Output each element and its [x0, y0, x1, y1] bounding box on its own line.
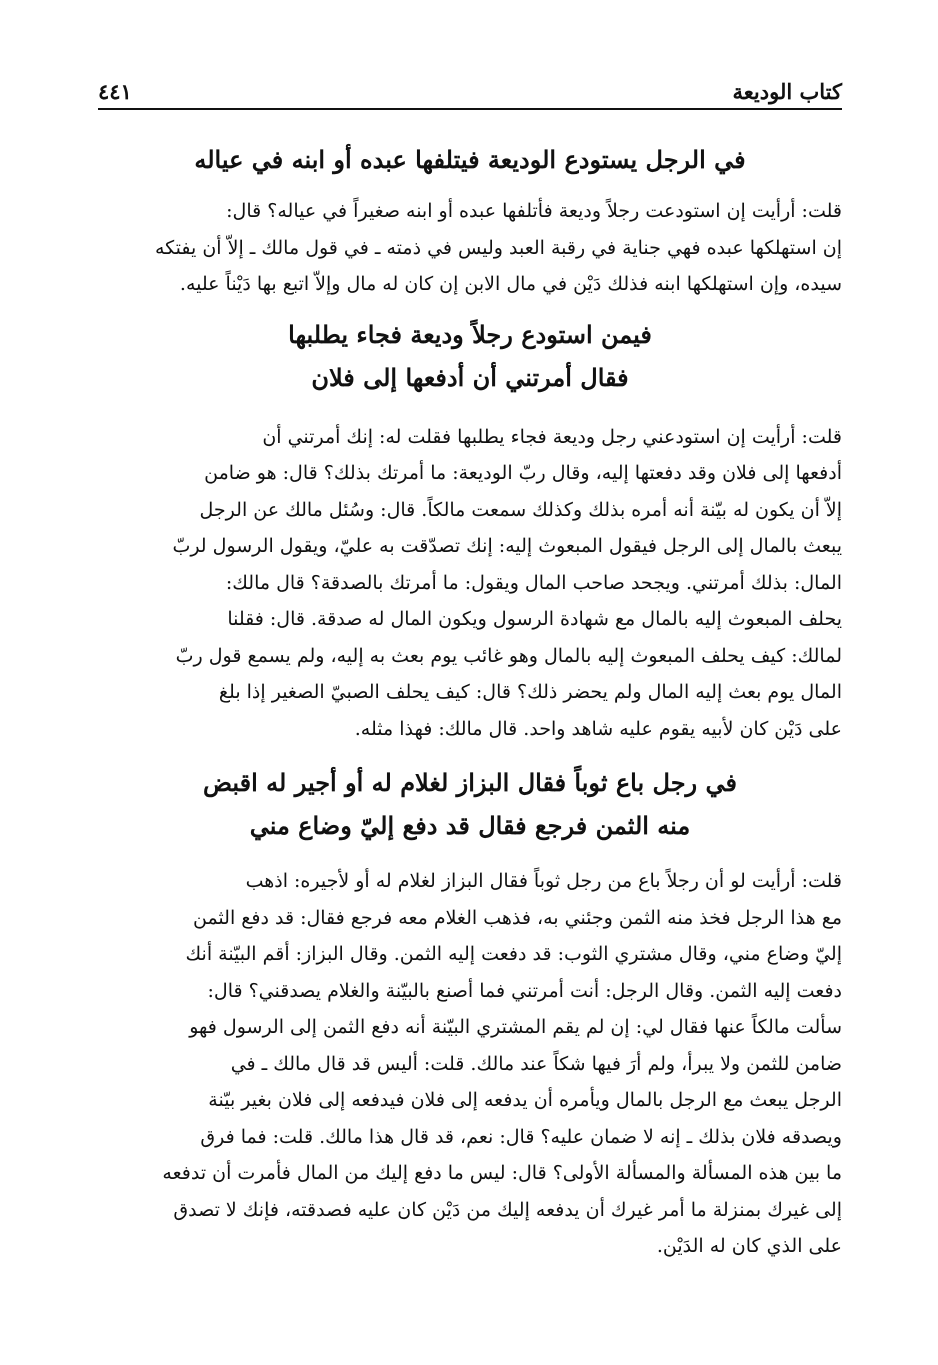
text-line: إليّ وضاع مني، وقال مشتري الثوب: قد دفعت إليه الثمن. وقال البزاز: أقم البيّنة أنك	[185, 943, 842, 965]
section-title	[98, 138, 842, 181]
text-line: سألت مالكاً عنها فقال لي: إن لم يقم المشتري البيّنة أنه دفع الثمن إلى الرسول فهو	[189, 1016, 842, 1038]
text-line: على الذي كان له الدَيْن.	[656, 1235, 842, 1257]
title-line: فقال أمرتني أن أدفعها إلى فلان	[311, 362, 629, 392]
text-line: قلت: أرأيت لو أن رجلاً باع من رجل ثوباً فقال البزاز لغلام له أو لأجيره: اذهب	[245, 870, 842, 892]
paragraph	[98, 193, 842, 303]
title-line: في الرجل يستودع الوديعة فيتلفها عبده أو ابنه في عياله	[194, 145, 746, 174]
text-line: ضامن للثمن ولا يبرأ، ولم أرَ فيها شكاً عند مالك. قلت: أليس قد قال مالك ـ في	[230, 1052, 842, 1075]
text-line: المال يوم بعث إليه المال ولم يحضر ذلك؟ قال: كيف يحلف الصبيّ الصغير إذا بلغ	[218, 681, 842, 703]
text-line: قلت: أرأيت إن استودعت رجلاً وديعة فأتلفها عبده أو ابنه صغيراً في عياله؟ قال:	[226, 200, 842, 222]
text-line: يبعث بالمال إلى الرجل فيقول المبعوث إليه: إنك تصدّقت به عليّ، ويقول الرسول لربّ	[172, 535, 842, 557]
text-line: قلت: أرأيت إن استودعني رجل وديعة فجاء يطلبها فقلت له: إنك أمرتني أن	[262, 425, 842, 448]
paragraph	[98, 419, 842, 748]
text-line: إلاّ أن يكون له بيّنة أنه أمره بذلك وكذلك سمعت مالكاً. قال: وسُئل مالك عن الرجل	[199, 498, 842, 521]
text-line: لمالك: كيف يحلف المبعوث إليه بالمال وهو غائب يوم بعث به إليه، ولم يسمع قول ربّ	[175, 644, 842, 667]
text-line: ويصدقه فلان بذلك ـ إنه لا ضمان عليه؟ قال: نعم، قد قال هذا مالك. قلت: فما فرق	[200, 1125, 842, 1148]
text-line: يحلف المبعوث إليه بالمال مع شهادة الرسول ويكون المال له صدقة. قال: فقلنا	[227, 608, 842, 630]
title-line: منه الثمن فرجع فقال قد دفع إليّ وضاع مني	[249, 811, 691, 840]
title-line: في رجل باع ثوباً فقال البزاز لغلام له أو أجير له اقبض	[203, 768, 737, 797]
paragraph	[98, 863, 842, 1265]
section-title	[98, 313, 842, 399]
text-line: الرجل يبعث مع الرجل بالمال ويأمره أن يدفعه إلى فلان فيدفعه إلى فلان بغير بيّنة	[208, 1089, 842, 1111]
page-number: ٤٤١	[98, 79, 132, 104]
section-title	[98, 761, 842, 847]
text-line: أدفعها إلى فلان وقد دفعتها إليه، وقال ربّ الوديعة: ما أمرتك بذلك؟ قال: هو ضامن	[204, 462, 842, 484]
text-line: ما بين هذه المسألة والمسألة الأولى؟ قال: ليس ما دفع إليك من المال فأمرت أن تدفعه	[162, 1162, 842, 1184]
title-line: فيمن استودع رجلاً وديعة فجاء يطلبها	[288, 319, 652, 349]
text-line: إلى غيرك بمنزلة ما أمر غيرك أن يدفعه إليك من دَيْن كان عليه فصدقته، فإنك لا تصدق	[173, 1198, 842, 1221]
text-line: إن استهلكها عبده فهي جناية في رقبة العبد وليس في ذمته ـ في قول مالك ـ إلاّ أن يفتكه	[155, 236, 842, 259]
text-line: سيده، وإن استهلكها ابنه فذلك دَيْن في مال الابن إن كان له مال وإلاّ اتبع بها دَيْناً عليه.	[179, 273, 842, 295]
text-line: دفعت إليه الثمن. وقال الرجل: أنت أمرتني فما أصنع بالبيّنة والغلام يصدقني؟ قال:	[207, 979, 842, 1002]
text-line: المال: بذلك أمرتني. ويجحد صاحب المال ويقول: ما أمرتك بالصدقة؟ قال مالك:	[225, 571, 842, 594]
text-line: مع هذا الرجل فخذ منه الثمن وجئني به، فذهب الغلام معه فرجع فقال: قد دفع الثمن	[192, 906, 842, 929]
book-title: كتاب الوديعة	[732, 79, 842, 104]
running-head	[98, 72, 842, 110]
text-line: على دَيْن كان لأبيه يقوم عليه شاهد واحد. قال مالك: فهذا مثله.	[354, 717, 842, 740]
